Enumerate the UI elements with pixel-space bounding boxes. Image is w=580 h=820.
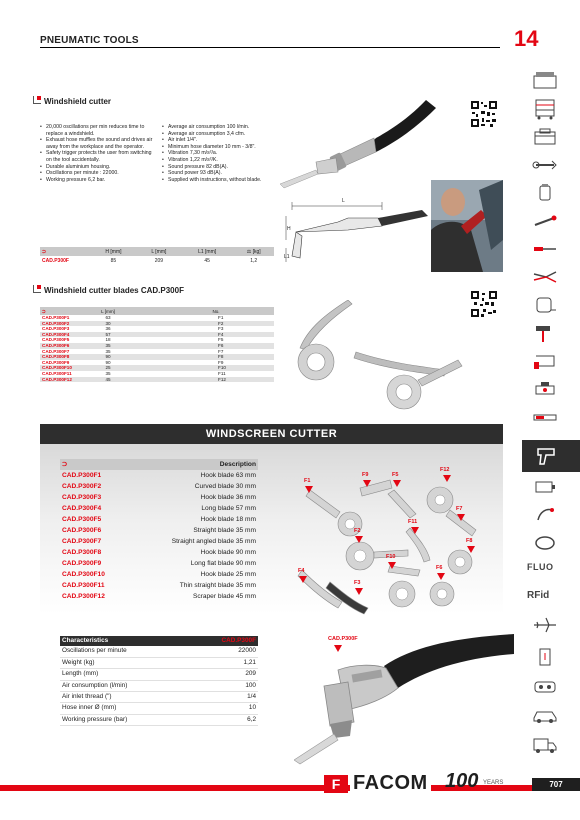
table-cell: Hook blade 63 mm — [200, 472, 256, 479]
feature-item: • Average air consumption 3,4 cfm. — [162, 131, 274, 138]
table-cell: CAD.P300F10 — [40, 365, 98, 371]
tool-label: CAD.P300F — [328, 636, 358, 642]
anniversary-years-label: YEARS — [483, 780, 504, 786]
table-cell: Hook blade 18 mm — [200, 516, 256, 523]
table-cell: F3 — [218, 326, 224, 332]
table-cell: F7 — [218, 348, 224, 354]
table-header: CAD.P300F — [187, 636, 258, 646]
electrical-icon — [532, 646, 558, 668]
qr-code-icon — [470, 100, 498, 128]
table-cell: Long blade 57 mm — [201, 505, 256, 512]
table-row — [60, 547, 258, 558]
socket-set-icon — [532, 70, 558, 92]
multimeter-icon — [532, 676, 558, 698]
table-row — [60, 558, 258, 569]
screwdriver-icon — [532, 238, 558, 260]
table-cell: CAD.P300F4 — [62, 505, 102, 512]
table-cell: CAD.P300F8 — [40, 354, 98, 360]
table-cell: 30 — [98, 321, 118, 327]
table-row — [60, 514, 258, 525]
vise-icon — [532, 378, 558, 400]
table-header: L1 [mm] — [181, 247, 234, 256]
table-cell: 209 — [154, 257, 164, 264]
table-cell: 85 — [110, 257, 117, 264]
pointer-arrow-icon — [393, 480, 401, 487]
facom-logo: FACOM — [350, 772, 431, 794]
dimension-drawing-image — [282, 196, 432, 266]
section-title-blades: Windshield cutter blades CAD.P300F — [44, 286, 184, 295]
table-header-row — [40, 307, 274, 315]
car-icon — [532, 704, 558, 726]
table-cell: Length (mm) — [60, 669, 187, 680]
feature-item: • Average air consumption 100 l/min. — [162, 124, 274, 131]
anniversary-100-logo: 100 — [445, 770, 479, 792]
table-cell: Hook blade 25 mm — [200, 571, 256, 578]
table-header: L [mm] — [137, 247, 181, 256]
table-cell: CAD.P300F5 — [62, 516, 102, 523]
table-row — [60, 657, 258, 668]
table-cell: Hook blade 36 mm — [200, 494, 256, 501]
wrench-icon — [532, 154, 558, 176]
table-cell: Hook blade 90 mm — [200, 549, 256, 556]
blade-label: F3 — [354, 580, 361, 586]
table-cell: 35 — [105, 370, 111, 376]
table-cell: 57 — [98, 332, 118, 338]
pointer-arrow-icon — [467, 546, 475, 553]
table-cell: CAD.P300F8 — [62, 549, 102, 556]
table-cell: CAD.P300F4 — [40, 332, 98, 338]
section-marker-icon — [33, 96, 41, 104]
table-cell: 209 — [187, 669, 258, 680]
table-cell: CAD.P300F11 — [42, 370, 72, 376]
table-cell: Long flat blade 90 mm — [190, 560, 256, 567]
table-cell: 45 — [98, 377, 118, 383]
qr-code-icon — [470, 290, 498, 318]
blade-label: F4 — [298, 568, 305, 574]
table-cell: Air inlet thread (") — [60, 692, 187, 703]
pliers-icon — [532, 266, 558, 288]
table-cell: 1,2 — [250, 257, 258, 264]
table-header: Characteristics — [60, 636, 187, 646]
lubrication-icon — [532, 504, 558, 526]
pointer-arrow-icon — [388, 562, 396, 569]
hose-icon — [532, 532, 558, 554]
page-number: 707 — [532, 778, 580, 791]
feature-item: • Supplied with instructions, without blade. — [162, 177, 274, 184]
feature-item: • Minimum hose diameter 10 mm - 3/8". — [162, 144, 274, 151]
facom-logo-mark-icon: F — [324, 775, 348, 793]
feature-item: • Air inlet 1/4". — [162, 137, 274, 144]
feature-item: • Sound power 93 dB(A). — [162, 170, 274, 177]
table-cell: CAD.P300F10 — [62, 571, 105, 578]
table-cell: CAD.P300F3 — [42, 326, 70, 332]
header-rule — [40, 47, 500, 48]
table-cell: 90 — [98, 354, 118, 360]
table-cell: CAD.P300F12 — [40, 377, 98, 383]
tape-measure-icon — [532, 294, 558, 316]
hacksaw-icon — [532, 350, 558, 372]
blade-label: F5 — [392, 472, 399, 478]
table-cell: CAD.P300F7 — [42, 348, 70, 354]
table-row — [40, 377, 274, 383]
battery-tool-icon — [532, 476, 558, 498]
table-row — [40, 256, 274, 265]
table-row — [60, 669, 258, 680]
table-cell: F12 — [118, 377, 274, 383]
table-header: H [mm] — [90, 247, 137, 256]
blade-label: F6 — [436, 565, 443, 571]
pointer-arrow-icon — [443, 475, 451, 482]
table-cell: CAD.P300F6 — [62, 527, 102, 534]
table-cell: 1,21 — [187, 657, 258, 668]
feature-item: • Vibration 7,30 m/s²/a. — [162, 150, 274, 157]
blade-label: F8 — [466, 538, 473, 544]
table-cell: F1 — [218, 315, 224, 320]
table-row — [60, 525, 258, 536]
table-cell: CAD.P300F9 — [42, 359, 70, 365]
table-row — [60, 536, 258, 547]
table-cell: CAD.P300F6 — [40, 343, 98, 349]
table-cell: Thin straight blade 35 mm — [179, 582, 256, 589]
pointer-arrow-icon — [355, 588, 363, 595]
table-row — [60, 591, 258, 602]
blade-label: F1 — [304, 478, 311, 484]
fluo-label: FLUO — [527, 562, 554, 572]
pointer-arrow-icon — [411, 527, 419, 534]
feature-item: • Durable aluminium housing. — [40, 164, 158, 171]
table-cell: Working pressure (bar) — [60, 714, 187, 725]
blade-label: F12 — [440, 467, 450, 473]
table-cell: 25 — [98, 365, 118, 371]
table-cell: Oscillations per minute — [60, 646, 187, 657]
table-cell: CAD.P300F5 — [42, 337, 70, 343]
torque-wrench-icon — [532, 210, 558, 232]
table-row — [60, 714, 258, 725]
section-marker-icon — [33, 285, 41, 293]
table-cell: CAD.P300F9 — [62, 560, 102, 567]
table-cell: 1/4 — [187, 692, 258, 703]
table-cell: F6 — [118, 343, 274, 349]
pointer-arrow-icon — [457, 514, 465, 521]
table-cell: CAD.P300F3 — [62, 494, 102, 501]
dim-label-h: H — [287, 226, 291, 232]
features-right — [162, 124, 274, 183]
rfid-label: RFid — [527, 590, 550, 601]
table-row — [60, 492, 258, 503]
dim-label-l: L — [342, 198, 345, 204]
table-header: Description — [129, 459, 258, 470]
ref-header-icon: ⮊ — [40, 307, 98, 315]
table-cell: CAD.P300F2 — [40, 321, 98, 327]
table-header-weight: ⚖ [kg] — [233, 247, 274, 256]
table-cell: Scraper blade 45 mm — [192, 593, 256, 600]
table-header-row — [40, 247, 274, 256]
table-cell: F8 — [118, 354, 274, 360]
blade-label: F2 — [354, 528, 361, 534]
feature-item: • Oscillations per minute : 22000. — [40, 170, 158, 177]
table-cell: F9 — [218, 359, 224, 365]
ref-header-icon: ⮊ — [40, 247, 90, 256]
table-cell: CAD.P300F7 — [62, 538, 102, 545]
table-cell: 36 — [105, 326, 111, 332]
description-table — [60, 459, 258, 602]
blades-showcase-image — [290, 470, 490, 618]
table-cell: 10 — [187, 703, 258, 714]
feature-item: • 20,000 oscillations per min reduces time to replace a windshield. — [40, 124, 158, 137]
table-cell: CAD.P300F12 — [62, 593, 105, 600]
table-header-row — [60, 636, 258, 646]
table-cell: 45 — [204, 257, 210, 264]
table-cell: CAD.P300F — [42, 257, 69, 264]
table-cell: 63 — [105, 315, 111, 320]
blade-label: F10 — [386, 554, 396, 560]
feature-item: • Working pressure 6,2 bar. — [40, 177, 158, 184]
table-header: No. — [118, 307, 274, 315]
ref-header-icon: ⮊ — [60, 459, 129, 470]
table-cell: 35 — [105, 348, 111, 354]
table-cell: 100 — [187, 680, 258, 691]
chapter-number: 14 — [514, 26, 539, 51]
blade-label: F11 — [408, 519, 418, 525]
air-gun-icon — [534, 444, 558, 468]
dim-label-l1: L1 — [284, 254, 290, 260]
table-cell: 22000 — [187, 646, 258, 657]
socket-icon — [532, 182, 558, 204]
table-cell: 18 — [105, 337, 111, 343]
blades-table — [40, 307, 274, 382]
table-cell: CAD.P300F1 — [42, 315, 70, 320]
characteristics-table — [60, 636, 258, 726]
table-cell: F2 — [118, 321, 274, 327]
table-cell: 35 — [98, 343, 118, 349]
table-row — [60, 703, 258, 714]
hammer-icon — [532, 322, 558, 344]
table-cell: Hose inner Ø (mm) — [60, 703, 187, 714]
pointer-arrow-icon — [363, 480, 371, 487]
table-row — [60, 470, 258, 481]
table-cell: Straight angled blade 35 mm — [171, 538, 256, 545]
table-cell: CAD.P300F11 — [62, 582, 105, 589]
section-title-windshield-cutter: Windshield cutter — [44, 97, 112, 106]
table-cell: 6,2 — [187, 714, 258, 725]
feature-item: • Vibration 1,22 m/s²/K. — [162, 157, 274, 164]
table-row — [60, 646, 258, 657]
table-header-row — [60, 459, 258, 470]
table-cell: F10 — [118, 365, 274, 371]
tester-icon — [532, 406, 558, 428]
windshield-cutter-tool-image — [294, 626, 514, 766]
features-left — [40, 124, 158, 183]
pointer-arrow-icon — [305, 486, 313, 493]
pointer-arrow-icon — [355, 536, 363, 543]
table-cell: F11 — [218, 370, 226, 376]
blades-image — [286, 300, 466, 412]
table-cell: 90 — [105, 359, 111, 365]
aviation-icon — [532, 614, 558, 636]
pointer-arrow-icon — [299, 576, 307, 583]
table-cell: Weight (kg) — [60, 657, 187, 668]
table-cell: Curved blade 30 mm — [194, 483, 256, 490]
table-cell: Straight blade 35 mm — [193, 527, 256, 534]
blade-label: F7 — [456, 506, 463, 512]
table-row — [60, 569, 258, 580]
usage-photo-image — [431, 180, 503, 272]
spec-table — [40, 247, 274, 265]
table-cell: CAD.P300F1 — [62, 472, 102, 479]
feature-item: • Exhaust hose muffles the sound and drives air away from the workplace and the operator. — [40, 137, 158, 150]
toolbox-icon — [532, 126, 558, 148]
table-row — [60, 680, 258, 691]
pointer-arrow-icon — [437, 573, 445, 580]
feature-item: • Sound pressure 82 dB(A). — [162, 164, 274, 171]
table-header: L [mm] — [98, 307, 118, 315]
table-cell: F4 — [118, 332, 274, 338]
table-row — [60, 692, 258, 703]
feature-item: • Safety trigger protects the user from switching on the tool accidentally. — [40, 150, 158, 163]
roller-cabinet-icon — [532, 98, 558, 120]
table-row — [60, 481, 258, 492]
table-cell: CAD.P300F2 — [62, 483, 102, 490]
table-cell: F5 — [218, 337, 224, 343]
table-row — [60, 503, 258, 514]
windscreen-cutter-banner: WINDSCREEN CUTTER — [40, 424, 503, 444]
header-title: PNEUMATIC TOOLS — [40, 35, 139, 46]
table-row — [60, 580, 258, 591]
blade-label: F9 — [362, 472, 369, 478]
truck-icon — [532, 734, 558, 756]
weight-icon: ⚖ — [246, 248, 252, 255]
table-cell: Air consumption (l/min) — [60, 680, 187, 691]
